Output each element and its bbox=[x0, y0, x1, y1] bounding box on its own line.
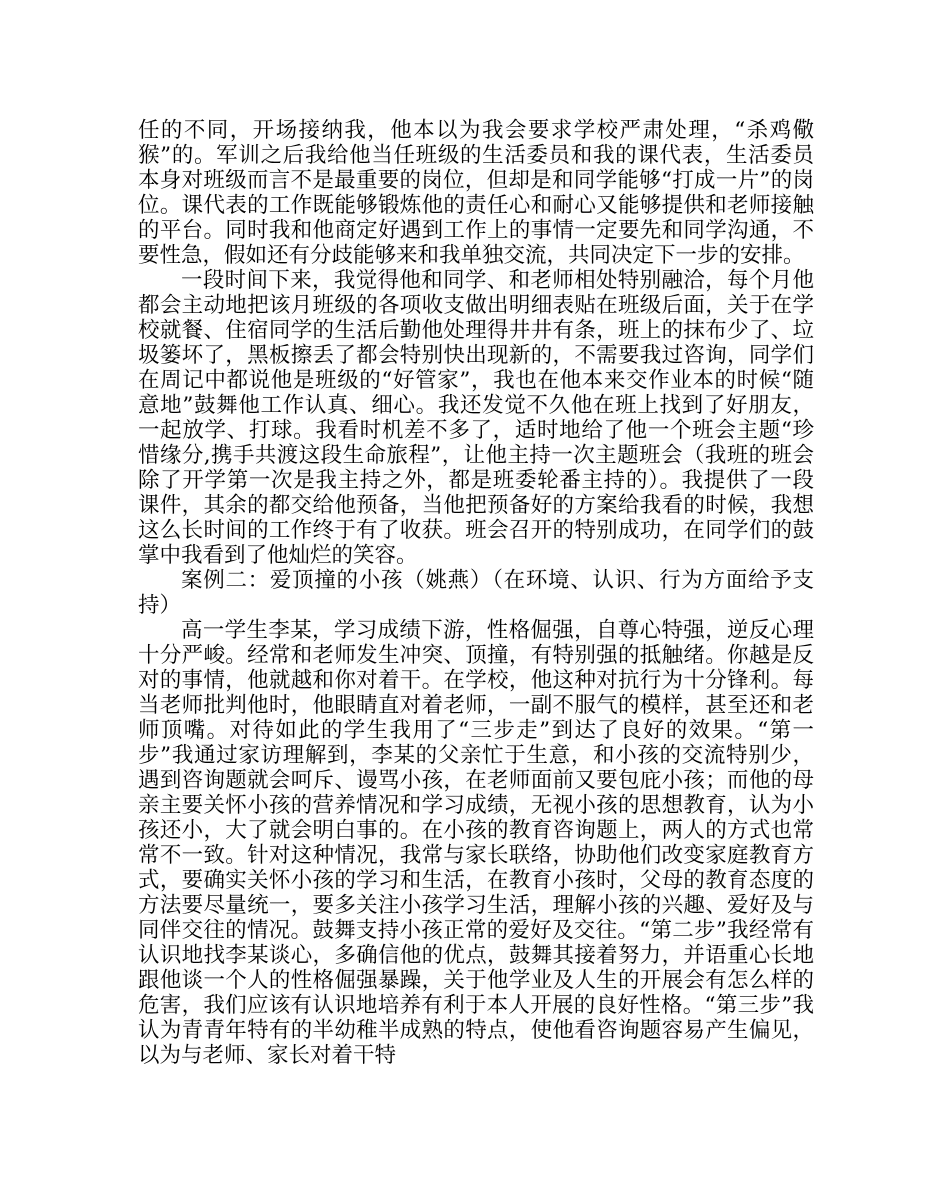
case-two-heading: 案例二：爱顶撞的小孩（姚燕）（在环境、认识、行为方面给予支持） bbox=[138, 568, 814, 618]
document-page bbox=[138, 118, 814, 1068]
paragraph-1: 任的不同，开场接纳我，他本以为我会要求学校严肃处理，“杀鸡儆猴”的。军训之后我给他当任班级的生活委员和我的课代表，生活委员本身对班级而言不是最重要的岗位，但却是和同学能够“打成一片”的岗位。课代表的工作既能够锻炼他的责任心和耐心又能够提供和老师接触的平台。同时我和他商定好遇到工作上的事情一定要先和同学沟通，不要性急，假如还有分歧能够来和我单独交流，共同决定下一步的安排。 bbox=[138, 118, 814, 268]
paragraph-4: 高一学生李某，学习成绩下游，性格倔强，自尊心特强，逆反心理十分严峻。经常和老师发生冲突、顶撞，有特别强的抵触绪。你越是反对的事情，他就越和你对着干。在学校，他这种对抗行为十分锋利。每当老师批判他时，他眼睛直对着老师，一副不服气的模样，甚至还和老师顶嘴。对待如此的学生我用了“三步走”到达了良好的效果。“第一步”我通过家访理解到，李某的父亲忙于生意，和小孩的交流特别少，遇到咨询题就会呵斥、谩骂小孩，在老师面前又要包庇小孩；而他的母亲主要关怀小孩的营养情况和学习成绩，无视小孩的思想教育，认为小孩还小，大了就会明白事的。在小孩的教育咨询题上，两人的方式也常常不一致。针对这种情况，我常与家长联络，协助他们改变家庭教育方式，要确实关怀小孩的学习和生活，在教育小孩时，父母的教育态度的方法要尽量统一，要多关注小孩学习生活，理解小孩的兴趣、爱好及与同伴交往的情况。鼓舞支持小孩正常的爱好及交往。“第二步”我经常有认识地找李某谈心，多确信他的优点，鼓舞其接着努力，并语重心长地跟他谈一个人的性格倔强暴躁，关于他学业及人生的开展会有怎么样的危害，我们应该有认识地培养有利于本人开展的良好性格。“第三步”我认为青青年特有的半幼稚半成熟的特点，使他看咨询题容易产生偏见，以为与老师、家长对着干特 bbox=[138, 618, 814, 1068]
paragraph-2: 一段时间下来，我觉得他和同学、和老师相处特别融洽，每个月他都会主动地把该月班级的各项收支做出明细表贴在班级后面，关于在学校就餐、住宿同学的生活后勤他处理得井井有条，班上的抹布少了、垃圾篓坏了，黑板擦丢了都会特别快出现新的，不需要我过咨询，同学们在周记中都说他是班级的“好管家”，我也在他本来交作业本的时候“随意地”鼓舞他工作认真、细心。我还发觉不久他在班上找到了好朋友，一起放学、打球。我看时机差不多了，适时地给了他一个班会主题“珍惜缘分,携手共渡这段生命旅程”，让他主持一次主题班会（我班的班会除了开学第一次是我主持之外，都是班委轮番主持的）。我提供了一段课件，其余的都交给他预备，当他把预备好的方案给我看的时候，我想这么长时间的工作终于有了收获。班会召开的特别成功，在同学们的鼓掌中我看到了他灿烂的笑容。 bbox=[138, 268, 814, 568]
